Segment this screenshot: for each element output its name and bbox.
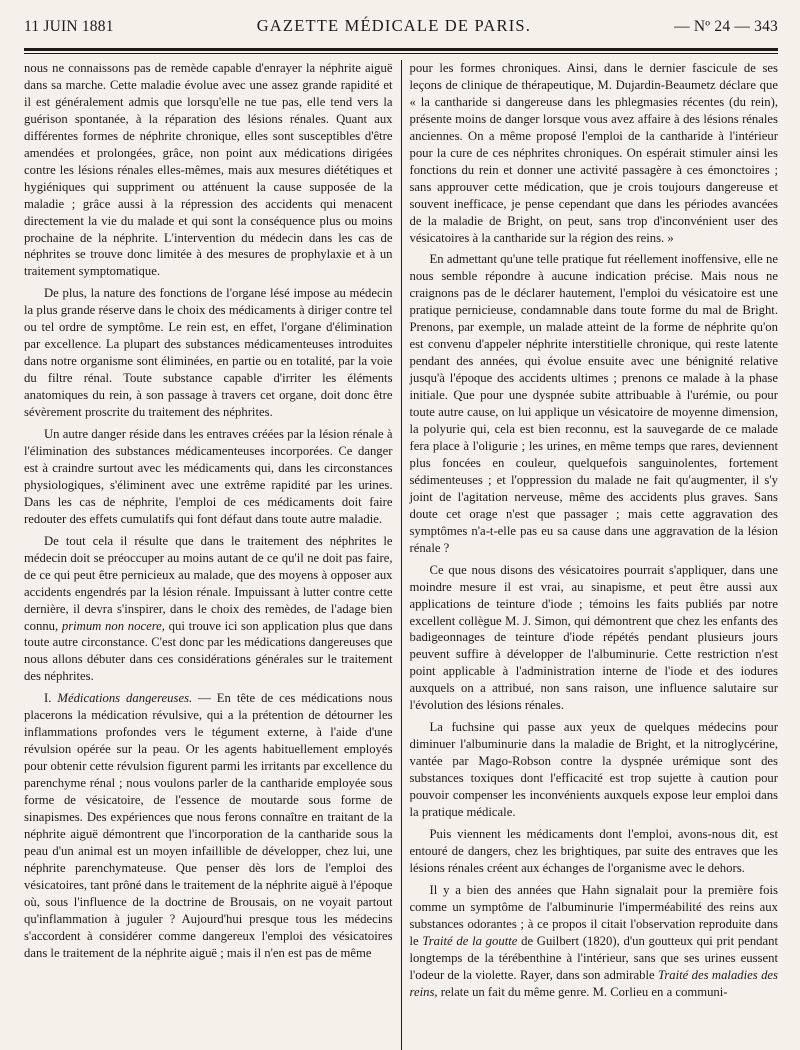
paragraph: En admettant qu'une telle pratique fut réellement inoffensive, elle ne nous semble répondre à aucune indication précise. Mais nous ne craignons pas de le déclarer hautement, l'emploi du vésicatoire est une pratique pernicieuse, condamnable dans toute forme du mal de Bright. Prenons, par exemple, un malade atteint de la forme de néphrite qu'on est convenu d'appeler néphrite interstitielle chronique, qui reste latente pendant des années, qui évolue ensuite avec une bénignité relative jusqu'à l'époque des accidents ultimes ; prenons ce malade à la phase initiale. Que pour une dyspnée subite attribuable à l'urémie, ou pour toute autre cause, on lui applique un vésicatoire de moyenne dimension, la polyurie qui, cela est bien reconnu, est la sauvegarde de ce malade fera place à l'oligurie ; les urines, en même temps que rares, deviennent plus foncées en couleur, quelquefois sanguinolentes, fortement sédimenteuses ; et l'oppression du malade ne fait qu'augmenter, il s'y joint de l'agitation nerveuse, même des accidents plus graves. Sans doute cet orage n'est que passager ; mais cette aggravation des symptômes n'a-t-elle pas eu sa cause dans une aggravation de la lésion rénale ? xyxy=(409,252,778,555)
paragraph xyxy=(24,690,393,961)
header-rule-thick xyxy=(24,48,778,51)
paragraph xyxy=(24,533,393,686)
paragraph xyxy=(409,882,778,1001)
text-run: qui trouve ici son application plus que dans toute autre circonstance. C'est donc par les médications dangereuses que nous allons débuter dans ces considérations générales sur le traitement des néphrites. xyxy=(24,618,393,684)
left-column xyxy=(24,60,393,1050)
text-run: — En tête de ces médications nous placerons la médication révulsive, qui a la prétention de détourner les inflammations profondes vers le tégument externe, à l'aide d'une révulsion opérée sur la peau. Or les agents habituellement employés pour obtenir cette révulsion figurent parmi les irritants par excellence du parenchyme rénal ; nous voulons parler de la cantharide employée sous forme de vésicatoire, de l'essence de moutarde sous forme de sinapismes. Des expériences que nous ferons connaître en traitant de la néphrite aiguë démontrent que l'incorporation de la cantharide sous la peau d'un animal est un moyen infaillible de développer, chez lui, une néphrite parenchymateuse. Que penser dès lors de l'emploi des vésicatoires, tant prôné dans le traitement de la néphrite aiguë à l'époque où, sous l'influence de la doctrine de Brousais, on ne voyait partout qu'inflammation à juguler ? Aujourd'hui presque tous les médecins s'accordent à considérer comme dangereux l'emploi des vésicatoires dans le traitement de la néphrite aiguë ; mais il n'en est pas de même xyxy=(24,691,393,960)
section-number: I. xyxy=(44,691,52,706)
issue-date: 11 JUIN 1881 xyxy=(24,18,114,35)
header-rule-thin xyxy=(24,53,778,54)
text-run: de Guilbert (1820), d'un goutteux qui prit pendant longtemps de la térébenthine à l'intérieur, sans que ses urines eussent l'odeur de la violette. Rayer, dans son admirable xyxy=(409,933,778,982)
page-header xyxy=(24,0,778,42)
issue-page-number: — Nº 24 — 343 xyxy=(674,18,778,35)
paragraph: Un autre danger réside dans les entraves créées par la lésion rénale à l'élimination des substances médicamenteuses incorporées. Ce danger est à craindre surtout avec les médicaments qui, dans les circonstances physiologiques, s'éliminent avec une extrême rapidité par les urines. Dans les cas de néphrite, l'emploi de ces médicaments doit faire redouter des effets cumulatifs qui font défaut dans toute autre maladie. xyxy=(24,427,393,526)
paragraph: Puis viennent les médicaments dont l'emploi, avons-nous dit, est entouré de dangers, chez les brightiques, par suite des entraves que les lésions rénales créent aux échanges de l'organisme avec le dehors. xyxy=(409,826,778,875)
latin-adage: primum non nocere, xyxy=(61,618,165,633)
paragraph: nous ne connaissons pas de remède capable d'enrayer la néphrite aiguë dans sa marche. Cette maladie évolue avec une assez grande rapidité et il est généralement admis que lorsqu'elle ne tue pas, elle tend vers la guérison spontanée, à la réparation des lésions rénales. Quant aux différentes formes de néphrite chronique, elles sont susceptibles d'être amendées et prolongées, grâce, non point aux médications dirigées contre les lésions rénales elles-mêmes, mais aux mesures diététiques et hygiéniques qui suppriment ou atténuent la cause supposée de la maladie ; grâce aussi à la répression des accidents qui menacent directement la vie du malade et qui sont la conséquence plus ou moins prochaine de la néphrite. L'intervention du médecin dans les cas de néphrites se trouve donc limitée à des mesures de prophylaxie et à un traitement symptomatique. xyxy=(24,61,393,279)
section-heading: Médications dangereuses. xyxy=(57,691,193,706)
paragraph: Ce que nous disons des vésicatoires pourrait s'appliquer, dans une moindre mesure il est vrai, au sinapisme, et peut être aussi aux applications de teinture d'iode ; témoins les faits publiés par notre excellent collègue M. J. Simon, qui démontrent que chez les enfants des badigeonnages de teinture d'iode répétés pendant plusieurs jours peuvent suffire à développer de l'albuminurie. Cette restriction n'est point applicable à l'administration interne de l'iode et des iodures auxquels on a attribué, non sans raison, une influence salutaire sur l'évolution des lésions rénales. xyxy=(409,562,778,713)
paragraph: La fuchsine qui passe aux yeux de quelques médecins pour diminuer l'albuminurie dans la maladie de Bright, et la nitroglycérine, vantée par Mago-Robson contre la dyspnée urémique sont des substances toxiques dont l'efficacité est trop sujette à caution pour pouvoir compenser les inconvénients auxquels expose leur emploi dans la pratique médicale. xyxy=(409,720,778,819)
journal-title: GAZETTE MÉDICALE DE PARIS. xyxy=(256,16,532,35)
book-title: Traité de la goutte xyxy=(422,933,518,948)
paragraph: pour les formes chroniques. Ainsi, dans le dernier fascicule de ses leçons de clinique de thérapeutique, M. Dujardin-Beaumetz déclare que « la cantharide si dangereuse dans les phlegmasies récentes (du rein), présente moins de danger lorsque vous avez affaire à des lésions rénales anciennes. On a même proposé l'emploi de la cantharide à l'intérieur pour la cure de ces néphrites chroniques. On espérait stimuler ainsi les fonctions du rein et donner une activité passagère à ces émonctoires ; sans approuver cette médication, que je crois toujours dangereuse et souvent inefficace, je pense cependant que dans les périodes avancées de la maladie de Bright, on peut, sans trop d'inconvénient user des vésicatoires à la cantharide sur la région des reins. » xyxy=(409,61,778,245)
column-divider xyxy=(401,60,402,1050)
book-title: Traité des maladies des reins, xyxy=(409,967,778,999)
paragraph: De plus, la nature des fonctions de l'organe lésé impose au médecin la plus grande réserve dans le choix des médicaments à diriger contre tel ou tel ordre de symptôme. Le rein est, en effet, l'organe d'élimination par excellence. La plupart des substances médicamenteuses introduites dans notre organisme sont éliminées, en partie ou en totalité, par la voie du filtre rénal. Toute substance capable d'irriter les éléments anatomiques du rein, à son passage à travers cet organe, doit donc être sévèrement proscrite du traitement des néphrites. xyxy=(24,286,393,420)
right-column xyxy=(409,60,778,1050)
text-run: De tout cela il résulte que dans le traitement des néphrites le médecin doit se préoccuper au moins autant de ce qu'il ne doit pas faire, de ce qui peut être pernicieux au malade, que des moyens à opposer aux accidents engendrés par la lésion rénale. Impuissant à lutter contre cette dernière, il devra s'inspirer, dans le choix des remèdes, de l'adage bien connu, xyxy=(24,533,393,633)
text-run: relate un fait du même genre. M. Corlieu en a communi- xyxy=(440,984,728,999)
text-run: Il y a bien des années que Hahn signalait pour la première fois comme un symptôme de l'albuminurie l'imperméabilité des reins aux substances odorantes ; à ce propos il citait l'observation reproduite dans le xyxy=(409,882,778,948)
text-columns xyxy=(24,60,778,1050)
